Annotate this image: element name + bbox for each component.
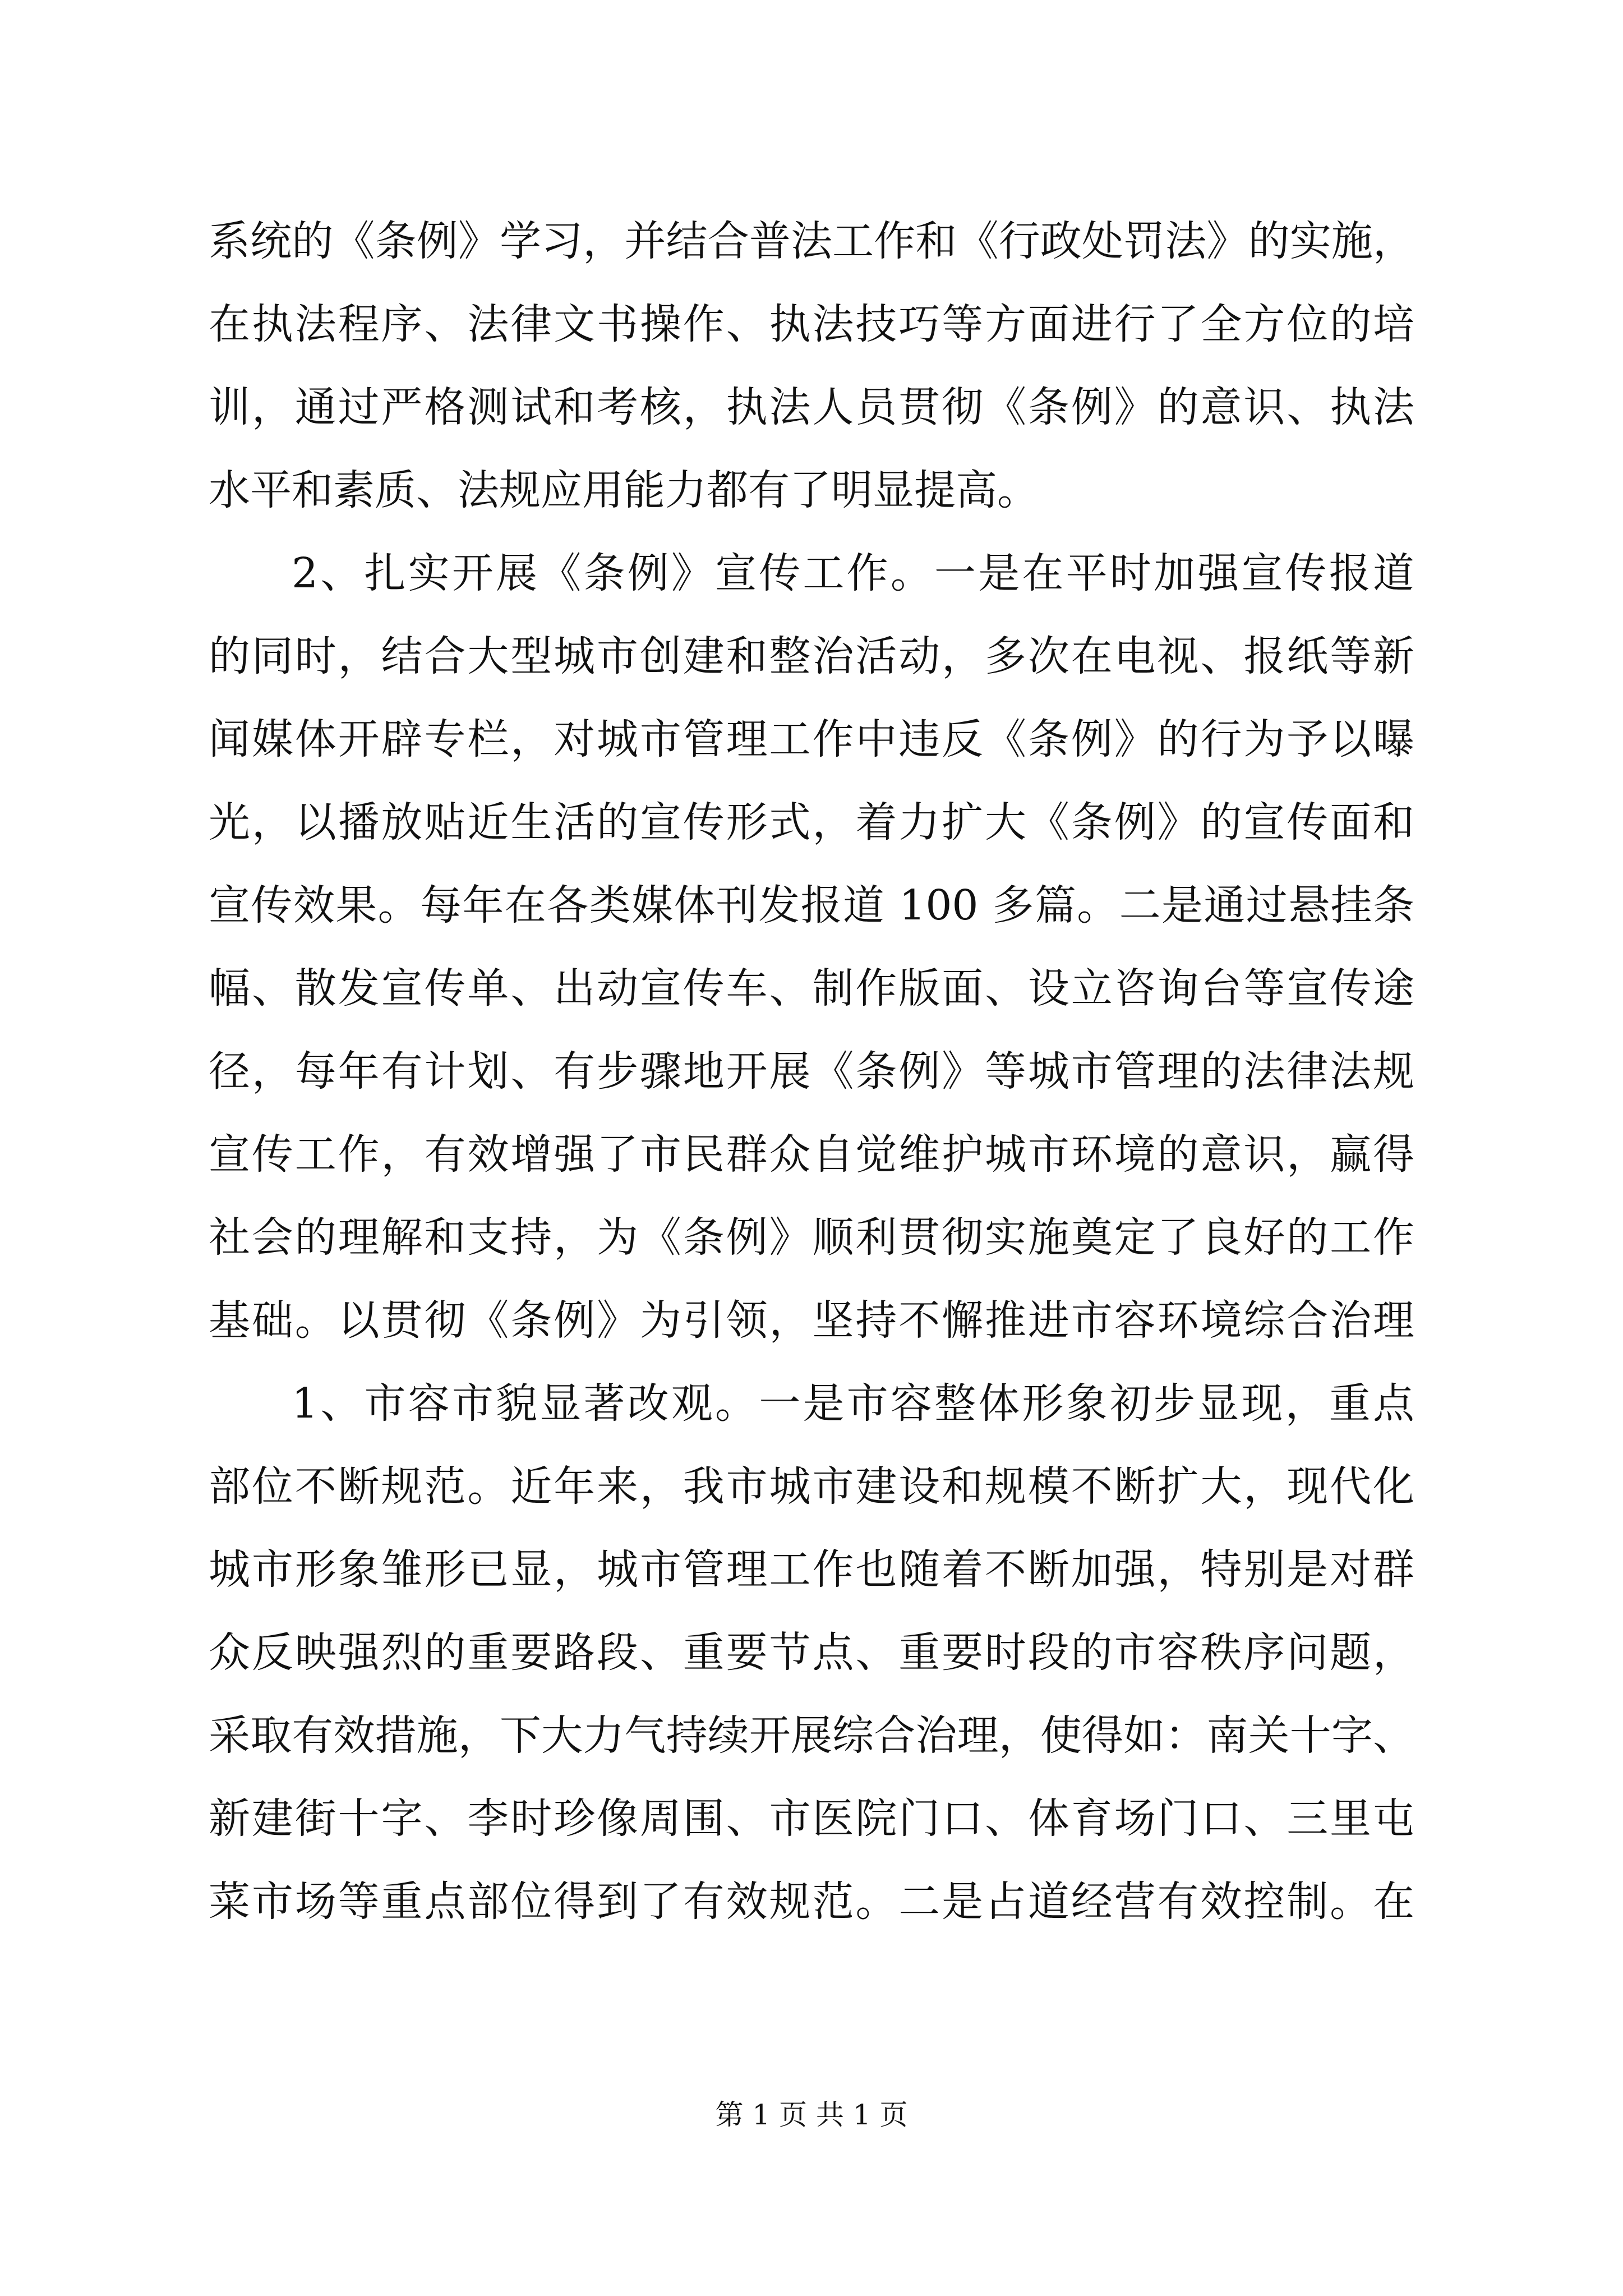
text-line: 部位不断规范。近年来，我市城市建设和规模不断扩大，现代化: [209, 1462, 1414, 1511]
text-line: 采取有效措施，下大力气持续开展综合治理，使得如：南关十字、: [209, 1711, 1414, 1760]
text-line: 训，通过严格测试和考核，执法人员贯彻《条例》的意识、执法: [209, 383, 1414, 431]
text-line: 水平和素质、法规应用能力都有了明显提高。: [209, 466, 1039, 514]
text-line: 新建街十字、李时珍像周围、市医院门口、体育场门口、三里屯: [209, 1795, 1414, 1843]
paragraph-start-line: 1、市容市貌显著改观。一是市容整体形象初步显现，重点: [292, 1379, 1414, 1428]
text-line: 宣传效果。每年在各类媒体刊发报道 100 多篇。二是通过悬挂条: [209, 881, 1414, 930]
text-line: 系统的《条例》学习，并结合普法工作和《行政处罚法》的实施，: [209, 217, 1414, 265]
text-line: 社会的理解和支持，为《条例》顺利贯彻实施奠定了良好的工作: [209, 1213, 1414, 1262]
paragraph-start-line: 2、扎实开展《条例》宣传工作。一是在平时加强宣传报道: [292, 549, 1414, 597]
text-line: 众反映强烈的重要路段、重要节点、重要时段的市容秩序问题，: [209, 1628, 1414, 1677]
text-line: 城市形象雏形已显，城市管理工作也随着不断加强，特别是对群: [209, 1545, 1414, 1594]
text-line: 的同时，结合大型城市创建和整治活动，多次在电视、报纸等新: [209, 632, 1414, 680]
text-line: 宣传工作，有效增强了市民群众自觉维护城市环境的意识，赢得: [209, 1130, 1414, 1179]
text-line: 径，每年有计划、有步骤地开展《条例》等城市管理的法律法规: [209, 1047, 1414, 1096]
text-line: 在执法程序、法律文书操作、执法技巧等方面进行了全方位的培: [209, 300, 1414, 348]
text-line: 基础。以贯彻《条例》为引领，坚持不懈推进市容环境综合治理: [209, 1296, 1414, 1345]
text-line: 菜市场等重点部位得到了有效规范。二是占道经营有效控制。在: [209, 1878, 1414, 1926]
text-line: 闻媒体开辟专栏，对城市管理工作中违反《条例》的行为予以曝: [209, 715, 1414, 763]
text-line: 幅、散发宣传单、出动宣传车、制作版面、设立咨询台等宣传途: [209, 964, 1414, 1013]
text-line: 光，以播放贴近生活的宣传形式，着力扩大《条例》的宣传面和: [209, 798, 1414, 846]
page-footer: 第 1 页 共 1 页: [715, 2099, 908, 2131]
